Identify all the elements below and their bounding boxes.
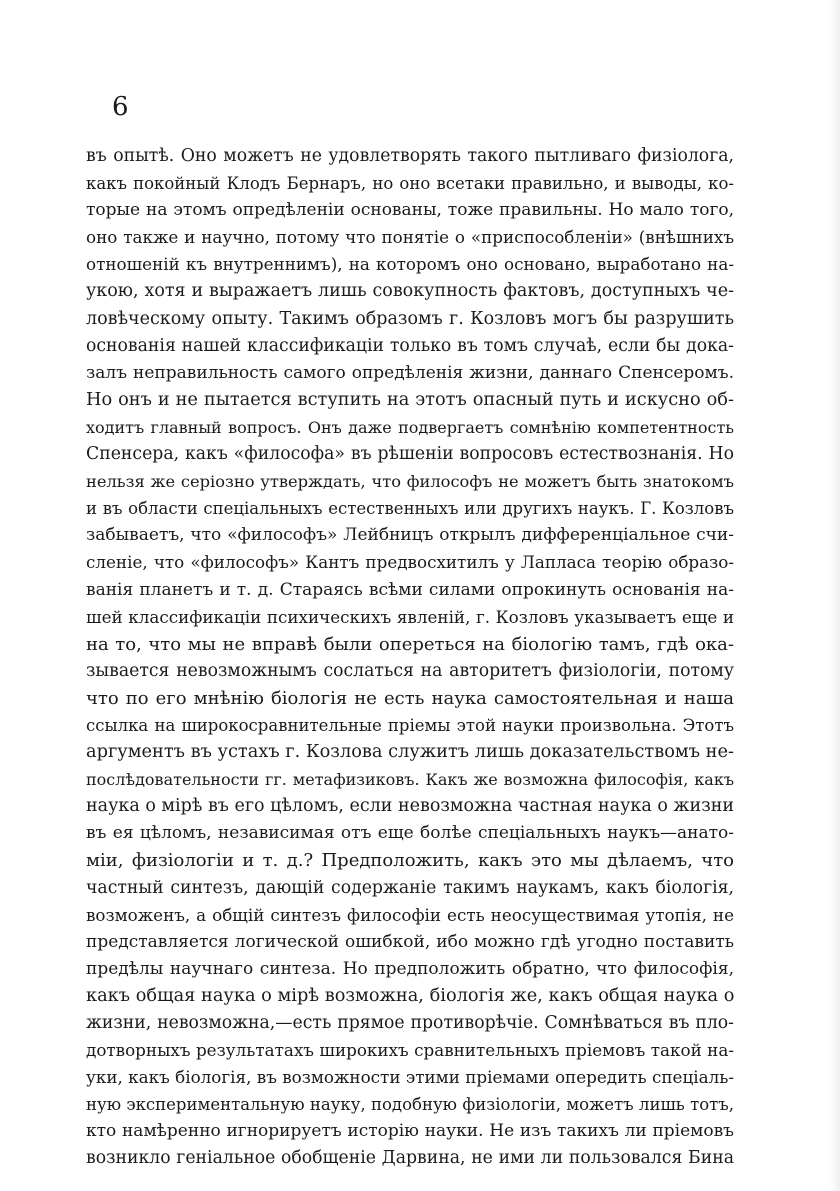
text-line: аргументъ въ устахъ г. Козлова служитъ лишь доказательствомъ не- [86, 742, 734, 763]
text-line: кто намѣренно игнорируетъ исторію науки. Не изъ такихъ ли пріемовъ [86, 1121, 734, 1142]
text-line: ходитъ главный вопросъ. Онъ даже подвергаетъ сомнѣнію компетентность [86, 417, 734, 437]
text-line: жизни, невозможна,—есть прямое противорѣчіе. Сомнѣваться въ пло- [86, 1013, 734, 1033]
text-line: забываетъ, что «философъ» Лейбницъ открылъ дифференціальное счи- [86, 525, 734, 546]
text-line: дотворныхъ результатахъ широкихъ сравнительныхъ пріемовъ такой на- [86, 1040, 734, 1061]
text-line: торые на этомъ опредѣленіи основаны, тоже правильны. Но мало того, [86, 200, 734, 221]
page-edge-shadow [830, 0, 840, 1191]
body-text [86, 143, 734, 1173]
text-line: шей классификаціи психическихъ явленій, г. Козловъ указываетъ еще и [86, 606, 734, 627]
text-line: и въ области спеціальныхъ естественныхъ или другихъ наукъ. Г. Козловъ [86, 499, 734, 519]
text-line: въ ея цѣломъ, независимая отъ еще болѣе спеціальныхъ наукъ—анато- [86, 823, 734, 844]
text-line: въ опытѣ. Оно можетъ не удовлетворять такого пытливаго физіолога, [86, 146, 734, 166]
text-line: зывается невозможнымъ сослаться на авторитетъ физіологіи, потому [86, 660, 734, 681]
text-line: залъ неправильность самого опредѣленія жизни, даннаго Спенсеромъ. [86, 362, 734, 383]
text-line: Но онъ и не пытается вступить на этотъ опасный путь и искусно об- [86, 389, 734, 410]
text-line: ную экспериментальную науку, подобную физіологіи, можетъ лишь тотъ, [86, 1095, 734, 1115]
text-line: на то, что мы не вправѣ были опереться на біологію тамъ, гдѣ ока- [86, 633, 734, 655]
text-line: возникло геніальное обобщеніе Дарвина, не ими ли пользовался Бина [86, 1148, 734, 1169]
text-line: уки, какъ біологія, въ возможности этими пріемами опередить спеціаль- [86, 1067, 734, 1088]
page-number: 6 [112, 92, 129, 122]
text-line: отношеній къ внутреннимъ), на которомъ оно основано, выработано на- [86, 254, 734, 275]
text-line: ссылка на широкосравнительные пріемы этой науки произвольна. Этотъ [86, 715, 734, 735]
text-line: наука о мірѣ въ его цѣломъ, если невозможна частная наука о жизни [86, 796, 734, 817]
text-line: послѣдовательности гг. метафизиковъ. Какъ же возможна философія, какъ [86, 770, 734, 790]
text-line: основанія нашей классификаціи только въ томъ случаѣ, если бы дока- [86, 335, 734, 356]
text-line: сленіе, что «философъ» Кантъ предвосхитилъ у Лапласа теорію образо- [86, 552, 734, 573]
text-line: представляется логической ошибкой, ибо можно гдѣ угодно поставить [86, 931, 734, 952]
text-line: нельзя же серіозно утверждать, что философъ не можетъ быть знатокомъ [86, 472, 734, 492]
text-line: частный синтезъ, дающій содержаніе такимъ наукамъ, какъ біологія, [86, 877, 734, 898]
text-line: ванія планетъ и т. д. Стараясь всѣми силами опрокинуть основанія на- [86, 579, 734, 600]
text-line: ловѣческому опыту. Такимъ образомъ г. Козловъ могъ бы разрушить [86, 308, 734, 329]
text-line: какъ покойный Клодъ Бернаръ, но оно всетаки правильно, и выводы, ко- [86, 174, 734, 194]
text-line: міи, физіологіи и т. д.? Предположить, какъ это мы дѣлаемъ, что [86, 850, 734, 872]
text-line: возможенъ, а общій синтезъ философіи есть неосуществимая утопія, не [86, 904, 734, 925]
text-line: оно также и научно, потому что понятіе о «приспособленіи» (внѣшнихъ [86, 227, 734, 248]
text-line: Спенсера, какъ «философа» въ рѣшеніи вопросовъ естествознанія. Но [86, 444, 734, 465]
text-line: предѣлы научнаго синтеза. Но предположить обратно, что философія, [86, 958, 734, 979]
text-line: что по его мнѣнію біологія не есть наука самостоятельная и наша [86, 687, 734, 709]
text-line: какъ общая наука о мірѣ возможна, біологія же, какъ общая наука о [86, 985, 734, 1006]
text-line: укою, хотя и выражаетъ лишь совокупность фактовъ, доступныхъ че- [86, 281, 734, 302]
